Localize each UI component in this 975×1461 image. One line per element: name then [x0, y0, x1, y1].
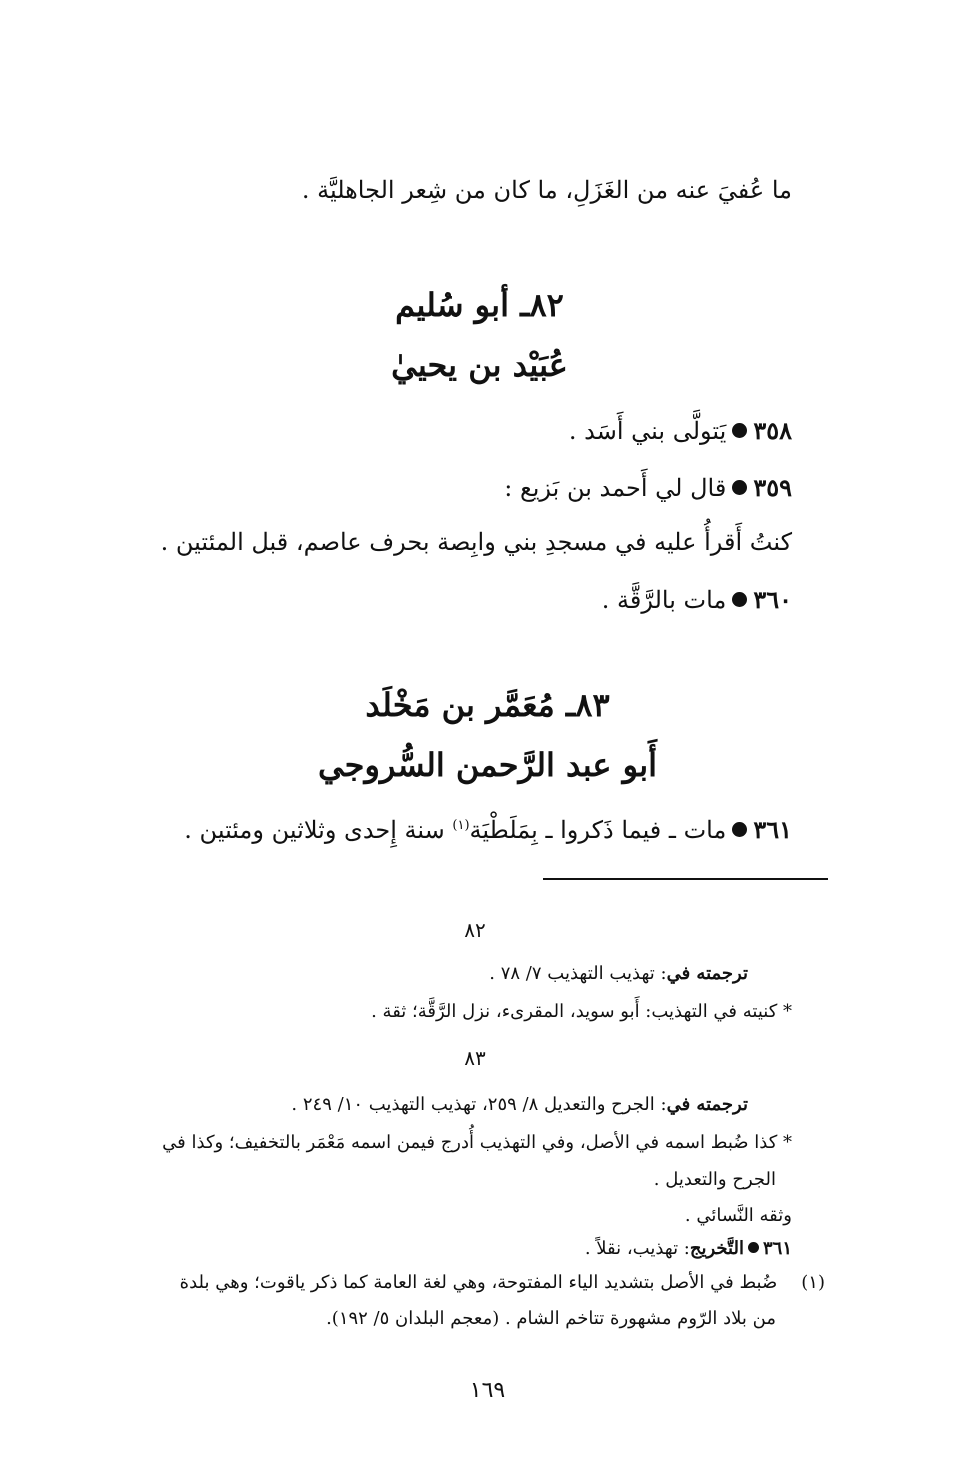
- label-bold: التَّخريج: [689, 1238, 744, 1259]
- bullet-dot-icon: [732, 822, 747, 837]
- label-rest: : الجرح والتعديل ٨/ ٢٥٩، تهذيب التهذيب ١٠/ ٢٤٩ .: [291, 1094, 667, 1115]
- footnote-83-line5: [585, 1238, 792, 1259]
- footnote-83-line2: * كذا ضُبط اسمه في الأصل، وفي التهذيب أُدرج فيمن اسمه مَعْمَر بالتخفيف؛ وكذا في: [162, 1132, 792, 1153]
- label-rest: : تهذيب، نقلاً .: [584, 1238, 690, 1259]
- footnote-83-line3: الجرح والتعديل .: [653, 1169, 776, 1190]
- footnote-82-line1: [489, 963, 748, 984]
- continuation-line: ما عُفيَ عنه من الغَزَلِ، ما كان من شِعر الجاهليَّة .: [301, 176, 792, 204]
- item-number: ٣٦١: [753, 815, 792, 844]
- footnote-divider: [543, 878, 828, 880]
- item-text: مات ـ فيما ذَكروا ـ بِمَلَطْيَة: [469, 816, 727, 844]
- section-82-subtitle: عُبَيْد بن يحييٰ: [391, 346, 568, 384]
- quote-line: كنتُ أَقرأُ عليه في مسجدِ بني وابِصة بحرف عاصم، قبل المئتين .: [160, 528, 792, 556]
- item-text: مات بالرَّقَّة .: [601, 586, 727, 614]
- label-bold: ترجمته في: [666, 963, 748, 984]
- footnote-83-line1: [291, 1094, 748, 1115]
- bullet-dot-icon: [732, 592, 747, 607]
- item-text: يَتولَّى بني أَسَد .: [568, 417, 727, 445]
- section-83-title: ٨٣ـ مُعَمَّر بن مَخْلَد: [365, 686, 610, 724]
- footnote-note1-line2: من بلاد الرّوم مشهورة تتاخم الشام . (معجم البلدان ٥/ ١٩٢).: [326, 1308, 776, 1329]
- footnote-note1-line1: [180, 1272, 825, 1293]
- bullet-dot-icon: [732, 423, 747, 438]
- footnote-82-line2: * كنيته في التهذيب: أَبو سويد، المقرىء، نزل الرَّقَّة؛ ثقة .: [371, 1001, 792, 1022]
- section-83-subtitle: أَبو عبد الرَّحمن السُّروجي: [318, 746, 657, 784]
- page-number: ١٦٩: [469, 1378, 506, 1403]
- footnote-82-heading: ٨٢: [464, 918, 486, 942]
- item-text: قال لي أَحمد بن بَزيع :: [504, 474, 727, 502]
- section-82-title: ٨٢ـ أبو سُليم: [395, 286, 564, 324]
- label-bold: ترجمته في: [666, 1094, 748, 1115]
- footnote-83-line4: وثقه النَّسائي .: [684, 1205, 792, 1226]
- footnote-83-heading: ٨٣: [464, 1046, 486, 1070]
- item-358: [569, 416, 792, 445]
- item-number: ٣٦١: [762, 1238, 792, 1259]
- item-361: [184, 815, 792, 844]
- item-359: [504, 473, 792, 502]
- footnote-marker: (١): [452, 818, 470, 833]
- item-number: ٣٥٨: [753, 416, 792, 445]
- note-text: ضُبط في الأصل بتشديد الياء المفتوحة، وهي لغة العامة كما ذكر ياقوت؛ وهي بلدة: [179, 1272, 778, 1293]
- bullet-dot-icon: [748, 1242, 759, 1253]
- item-number: ٣٥٩: [753, 473, 792, 502]
- bullet-dot-icon: [732, 480, 747, 495]
- item-360: [602, 585, 792, 614]
- item-number: ٣٦٠: [753, 585, 792, 614]
- label-rest: : تهذيب التهذيب ٧/ ٧٨ .: [489, 963, 667, 984]
- item-text-after: سنة إِحدى وثلاثين ومئتين .: [184, 816, 453, 844]
- note-marker: (١): [801, 1272, 825, 1293]
